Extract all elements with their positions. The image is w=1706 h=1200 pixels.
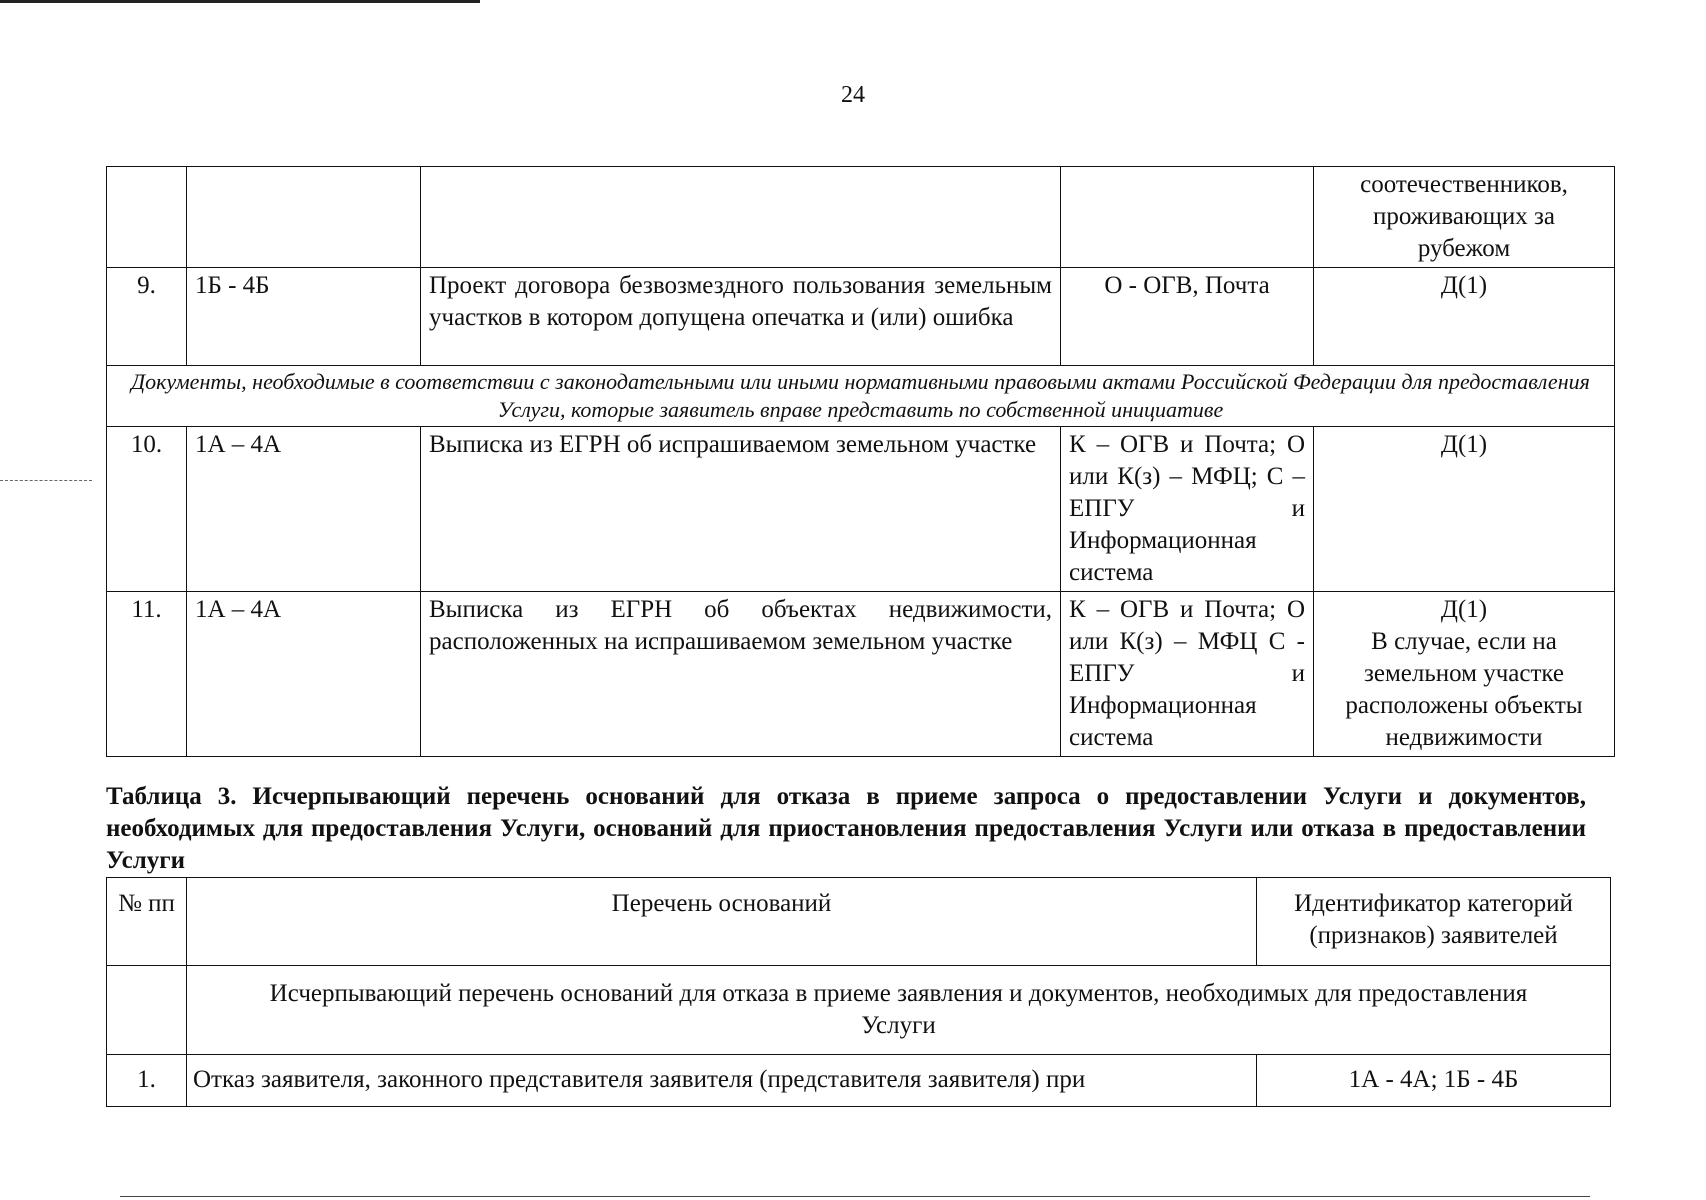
scan-edge-top	[0, 0, 480, 3]
refusal-reason: Отказ заявителя, законного представителя заявителя (представителя заявителя) при	[187, 1055, 1257, 1107]
submission-method: О - ОГВ, Почта	[1061, 268, 1314, 366]
document-note: Д(1)	[1314, 427, 1615, 592]
header-categories: Идентификатор категорий (признаков) заявителей	[1257, 878, 1611, 966]
table-row	[107, 1055, 1611, 1107]
document-note: Д(1)	[1314, 268, 1615, 366]
row-number: 10.	[107, 427, 187, 592]
table-row	[107, 427, 1615, 592]
applicant-category	[187, 167, 421, 268]
refusal-grounds-table	[106, 877, 1611, 1107]
submission-method: К – ОГВ и Почта; О или К(з) – МФЦ; С – ЕПГУ и Информационная система	[1061, 427, 1314, 592]
table-3-caption: Таблица 3. Исчерпывающий перечень оснований для отказа в приеме запроса о предоставлении Услуги и документов, необходимых для предоставления Услуги, оснований для приостановления предоставления Услуги или отказа в предоставлении Услуги	[106, 783, 1586, 874]
row-number	[107, 167, 187, 268]
applicant-categories: 1А - 4А; 1Б - 4Б	[1257, 1055, 1611, 1107]
document-note: Д(1) В случае, если на земельном участке расположены объекты недвижимости	[1314, 592, 1615, 757]
row-number: 1.	[107, 1055, 187, 1107]
header-number: № пп	[107, 878, 187, 966]
section-title: Исчерпывающий перечень оснований для отказа в приеме заявления и документов, необходимых для предоставления Услуги	[187, 966, 1611, 1055]
row-number: 11.	[107, 592, 187, 757]
section-note-row	[107, 366, 1615, 427]
page-number: 24	[841, 82, 865, 108]
row-number: 9.	[107, 268, 187, 366]
applicant-category: 1Б - 4Б	[187, 268, 421, 366]
table-header-row	[107, 878, 1611, 966]
applicant-category: 1А – 4А	[187, 592, 421, 757]
document-name: Выписка из ЕГРН об объектах недвижимости, расположенных на испрашиваемом земельном участке	[421, 592, 1061, 757]
document-name	[421, 167, 1061, 268]
table-row	[107, 268, 1615, 366]
header-reasons: Перечень оснований	[187, 878, 1257, 966]
document-name: Выписка из ЕГРН об испрашиваемом земельном участке	[421, 427, 1061, 592]
scan-dash-mark	[0, 480, 92, 481]
section-row	[107, 966, 1611, 1055]
table-row	[107, 167, 1615, 268]
document-note: соотечественников, проживающих за рубежом	[1314, 167, 1615, 268]
document-name: Проект договора безвозмездного пользования земельным участков в котором допущена опечатка и (или) ошибка	[421, 268, 1061, 366]
scan-edge-bottom	[120, 1196, 1590, 1197]
documents-table	[106, 166, 1615, 757]
submission-method	[1061, 167, 1314, 268]
applicant-category: 1А – 4А	[187, 427, 421, 592]
table-row	[107, 592, 1615, 757]
submission-method: К – ОГВ и Почта; О или К(з) – МФЦ С - ЕПГУ и Информационная система	[1061, 592, 1314, 757]
section-number-cell	[107, 966, 187, 1055]
section-note: Документы, необходимые в соответствии с законодательными или иными нормативными правовыми актами Российской Федерации для предоставления Услуги, которые заявитель вправе представить по собственной инициативе	[107, 366, 1615, 427]
